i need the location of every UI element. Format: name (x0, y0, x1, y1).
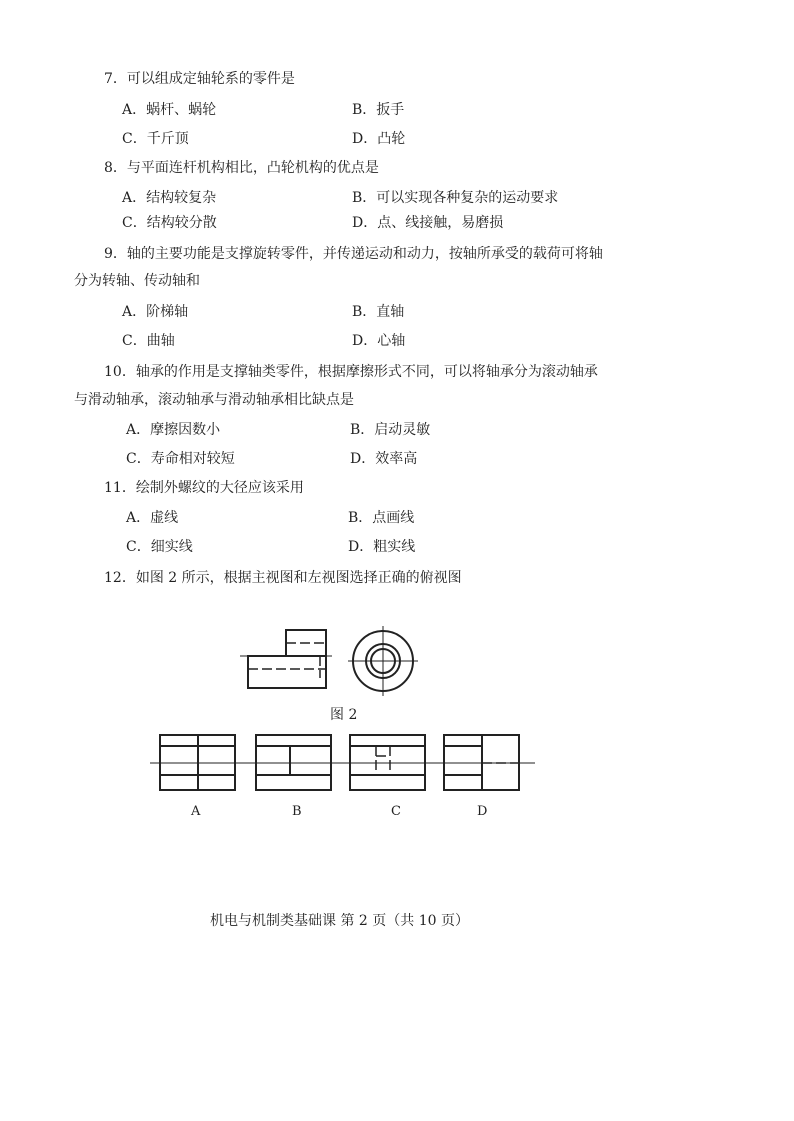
front-view (240, 630, 334, 688)
question-7-stem: 7．可以组成定轴轮系的零件是 (104, 71, 295, 87)
question-10-stem-line2: 与滑动轴承，滚动轴承与滑动轴承相比缺点是 (74, 392, 354, 408)
question-12-stem: 12．如图 2 所示，根据主视图和左视图选择正确的俯视图 (104, 570, 462, 586)
question-10-option-d: D．效率高 (350, 451, 418, 467)
question-10-option-b: B．启动灵敏 (350, 422, 431, 438)
question-7-option-d: D．凸轮 (352, 131, 406, 147)
choice-label-c: C (391, 804, 401, 819)
question-8-stem: 8．与平面连杆机构相比，凸轮机构的优点是 (104, 160, 379, 176)
question-9-option-d: D．心轴 (352, 333, 406, 349)
choice-label-a: A (191, 804, 201, 819)
choice-label-d: D (477, 804, 488, 819)
question-9-stem-line1: 9．轴的主要功能是支撑旋转零件，并传递运动和动力，按轴所承受的载荷可将轴 (104, 246, 603, 262)
figure-caption: 图 2 (330, 707, 358, 723)
figure-2-views (230, 620, 450, 700)
choice-label-b: B (292, 804, 302, 819)
question-7-option-c: C．千斤顶 (122, 131, 189, 147)
question-11-stem: 11．绘制外螺纹的大径应该采用 (104, 480, 304, 496)
question-9-stem-line2: 分为转轴、传动轴和 (74, 273, 200, 289)
question-9-option-b: B．直轴 (352, 304, 405, 320)
question-7-option-b: B．扳手 (352, 102, 405, 118)
figure-2-choices (150, 726, 535, 796)
question-7-option-a: A．蜗杆、蜗轮 (122, 102, 217, 118)
question-9-option-c: C．曲轴 (122, 333, 175, 349)
page-footer: 机电与机制类基础课 第 2 页（共 10 页） (210, 913, 469, 929)
question-10-stem-line1: 10．轴承的作用是支撑轴类零件，根据摩擦形式不同，可以将轴承分为滚动轴承 (104, 364, 598, 380)
question-10-option-c: C．寿命相对较短 (126, 451, 235, 467)
question-9-option-a: A．阶梯轴 (122, 304, 189, 320)
question-8-option-a: A．结构较复杂 (122, 190, 217, 206)
question-10-option-a: A．摩擦因数小 (126, 422, 221, 438)
question-11-option-d: D．粗实线 (348, 539, 416, 555)
question-8-option-c: C．结构较分散 (122, 215, 217, 231)
question-8-option-d: D．点、线接触，易磨损 (352, 215, 504, 231)
question-11-option-b: B．点画线 (348, 510, 415, 526)
question-8-option-b: B．可以实现各种复杂的运动要求 (352, 190, 559, 206)
question-11-option-c: C．细实线 (126, 539, 193, 555)
question-11-option-a: A．虚线 (126, 510, 179, 526)
left-view (348, 626, 418, 696)
